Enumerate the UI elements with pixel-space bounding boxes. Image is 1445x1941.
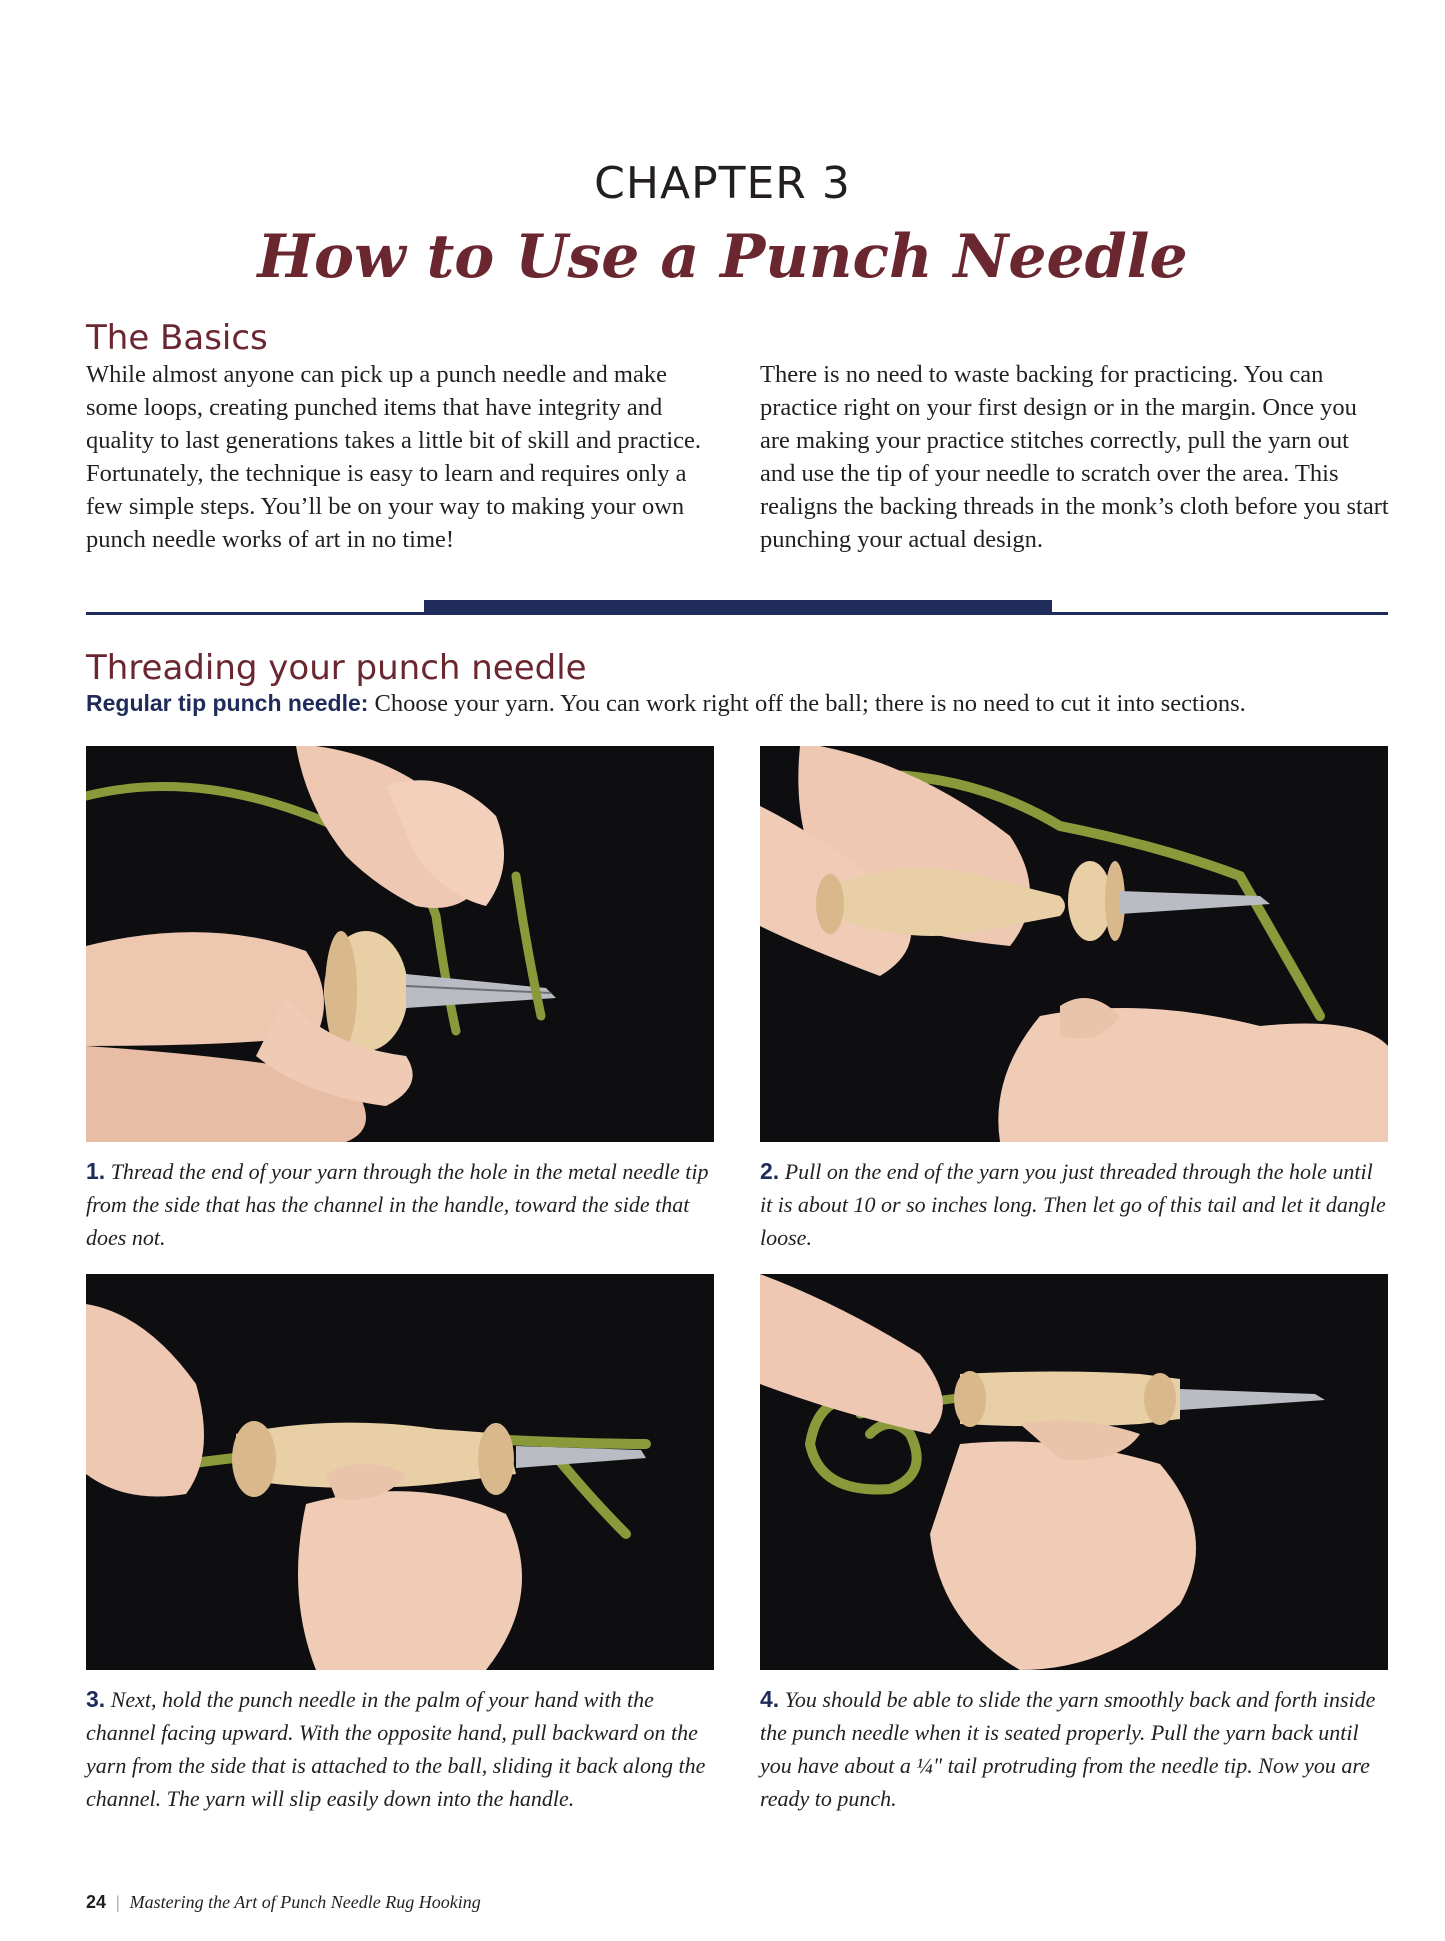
photo-step-1 [86, 746, 714, 1142]
page-number: 24 [86, 1892, 107, 1912]
section-divider-bar [424, 600, 1052, 614]
book-title: Mastering the Art of Punch Needle Rug Hooking [129, 1892, 481, 1912]
step-number: 2. [760, 1158, 780, 1184]
basics-column-2: There is no need to waste backing for practicing. You can practice right on your first design or in the margin. Once you are making your practice stitches correctly, pull the yarn out and use the tip of your needle to scratch over the area. This realigns the backing threads in the monk’s cloth before you start punching your actual design. [760, 361, 1389, 553]
caption-step-1 [86, 1155, 716, 1254]
chapter-label: CHAPTER 3 [594, 158, 851, 209]
step-text: Next, hold the punch needle in the palm of your hand with the channel facing upward. With the opposite hand, pull backward on the yarn from the side that is attached to the ball, sliding it back along the channel. The yarn will slip easily down into the handle. [86, 1687, 706, 1811]
lead-label: Regular tip punch needle: [86, 690, 369, 716]
caption-step-2 [760, 1155, 1390, 1254]
photo-step-2 [760, 746, 1388, 1142]
page-footer [86, 1892, 481, 1913]
photo-step-3 [86, 1274, 714, 1670]
step-number: 4. [760, 1686, 780, 1712]
step-number: 1. [86, 1158, 106, 1184]
step-text: Thread the end of your yarn through the hole in the metal needle tip from the side that has the channel in the handle, toward the side that does not. [86, 1159, 709, 1250]
section-heading-basics: The Basics [86, 318, 268, 358]
step-text: You should be able to slide the yarn smoothly back and forth inside the punch needle when it is seated properly. Pull the yarn back until you have about a ¼" tail protruding from the needle tip. Now you are ready to punch. [760, 1687, 1376, 1811]
caption-step-4 [760, 1683, 1390, 1815]
basics-column-1: While almost anyone can pick up a punch needle and make some loops, creating punched items that have integrity and quality to last generations takes a little bit of skill and practice. Fortunately, the technique is easy to learn and requires only a few simple steps. You’ll be on your way to making your own punch needle works of art in no time! [86, 361, 702, 553]
footer-separator: | [116, 1892, 120, 1912]
step-text: Pull on the end of the yarn you just threaded through the hole until it is about 10 or so inches long. Then let go of this tail and let it dangle loose. [760, 1159, 1386, 1250]
section-heading-threading: Threading your punch needle [86, 648, 587, 688]
step-number: 3. [86, 1686, 106, 1712]
chapter-title: How to Use a Punch Needle [257, 222, 1188, 292]
lead-text: Choose your yarn. You can work right off the ball; there is no need to cut it into sections. [374, 690, 1246, 717]
photo-step-4 [760, 1274, 1388, 1670]
threading-lead [86, 690, 1246, 718]
caption-step-3 [86, 1683, 716, 1815]
